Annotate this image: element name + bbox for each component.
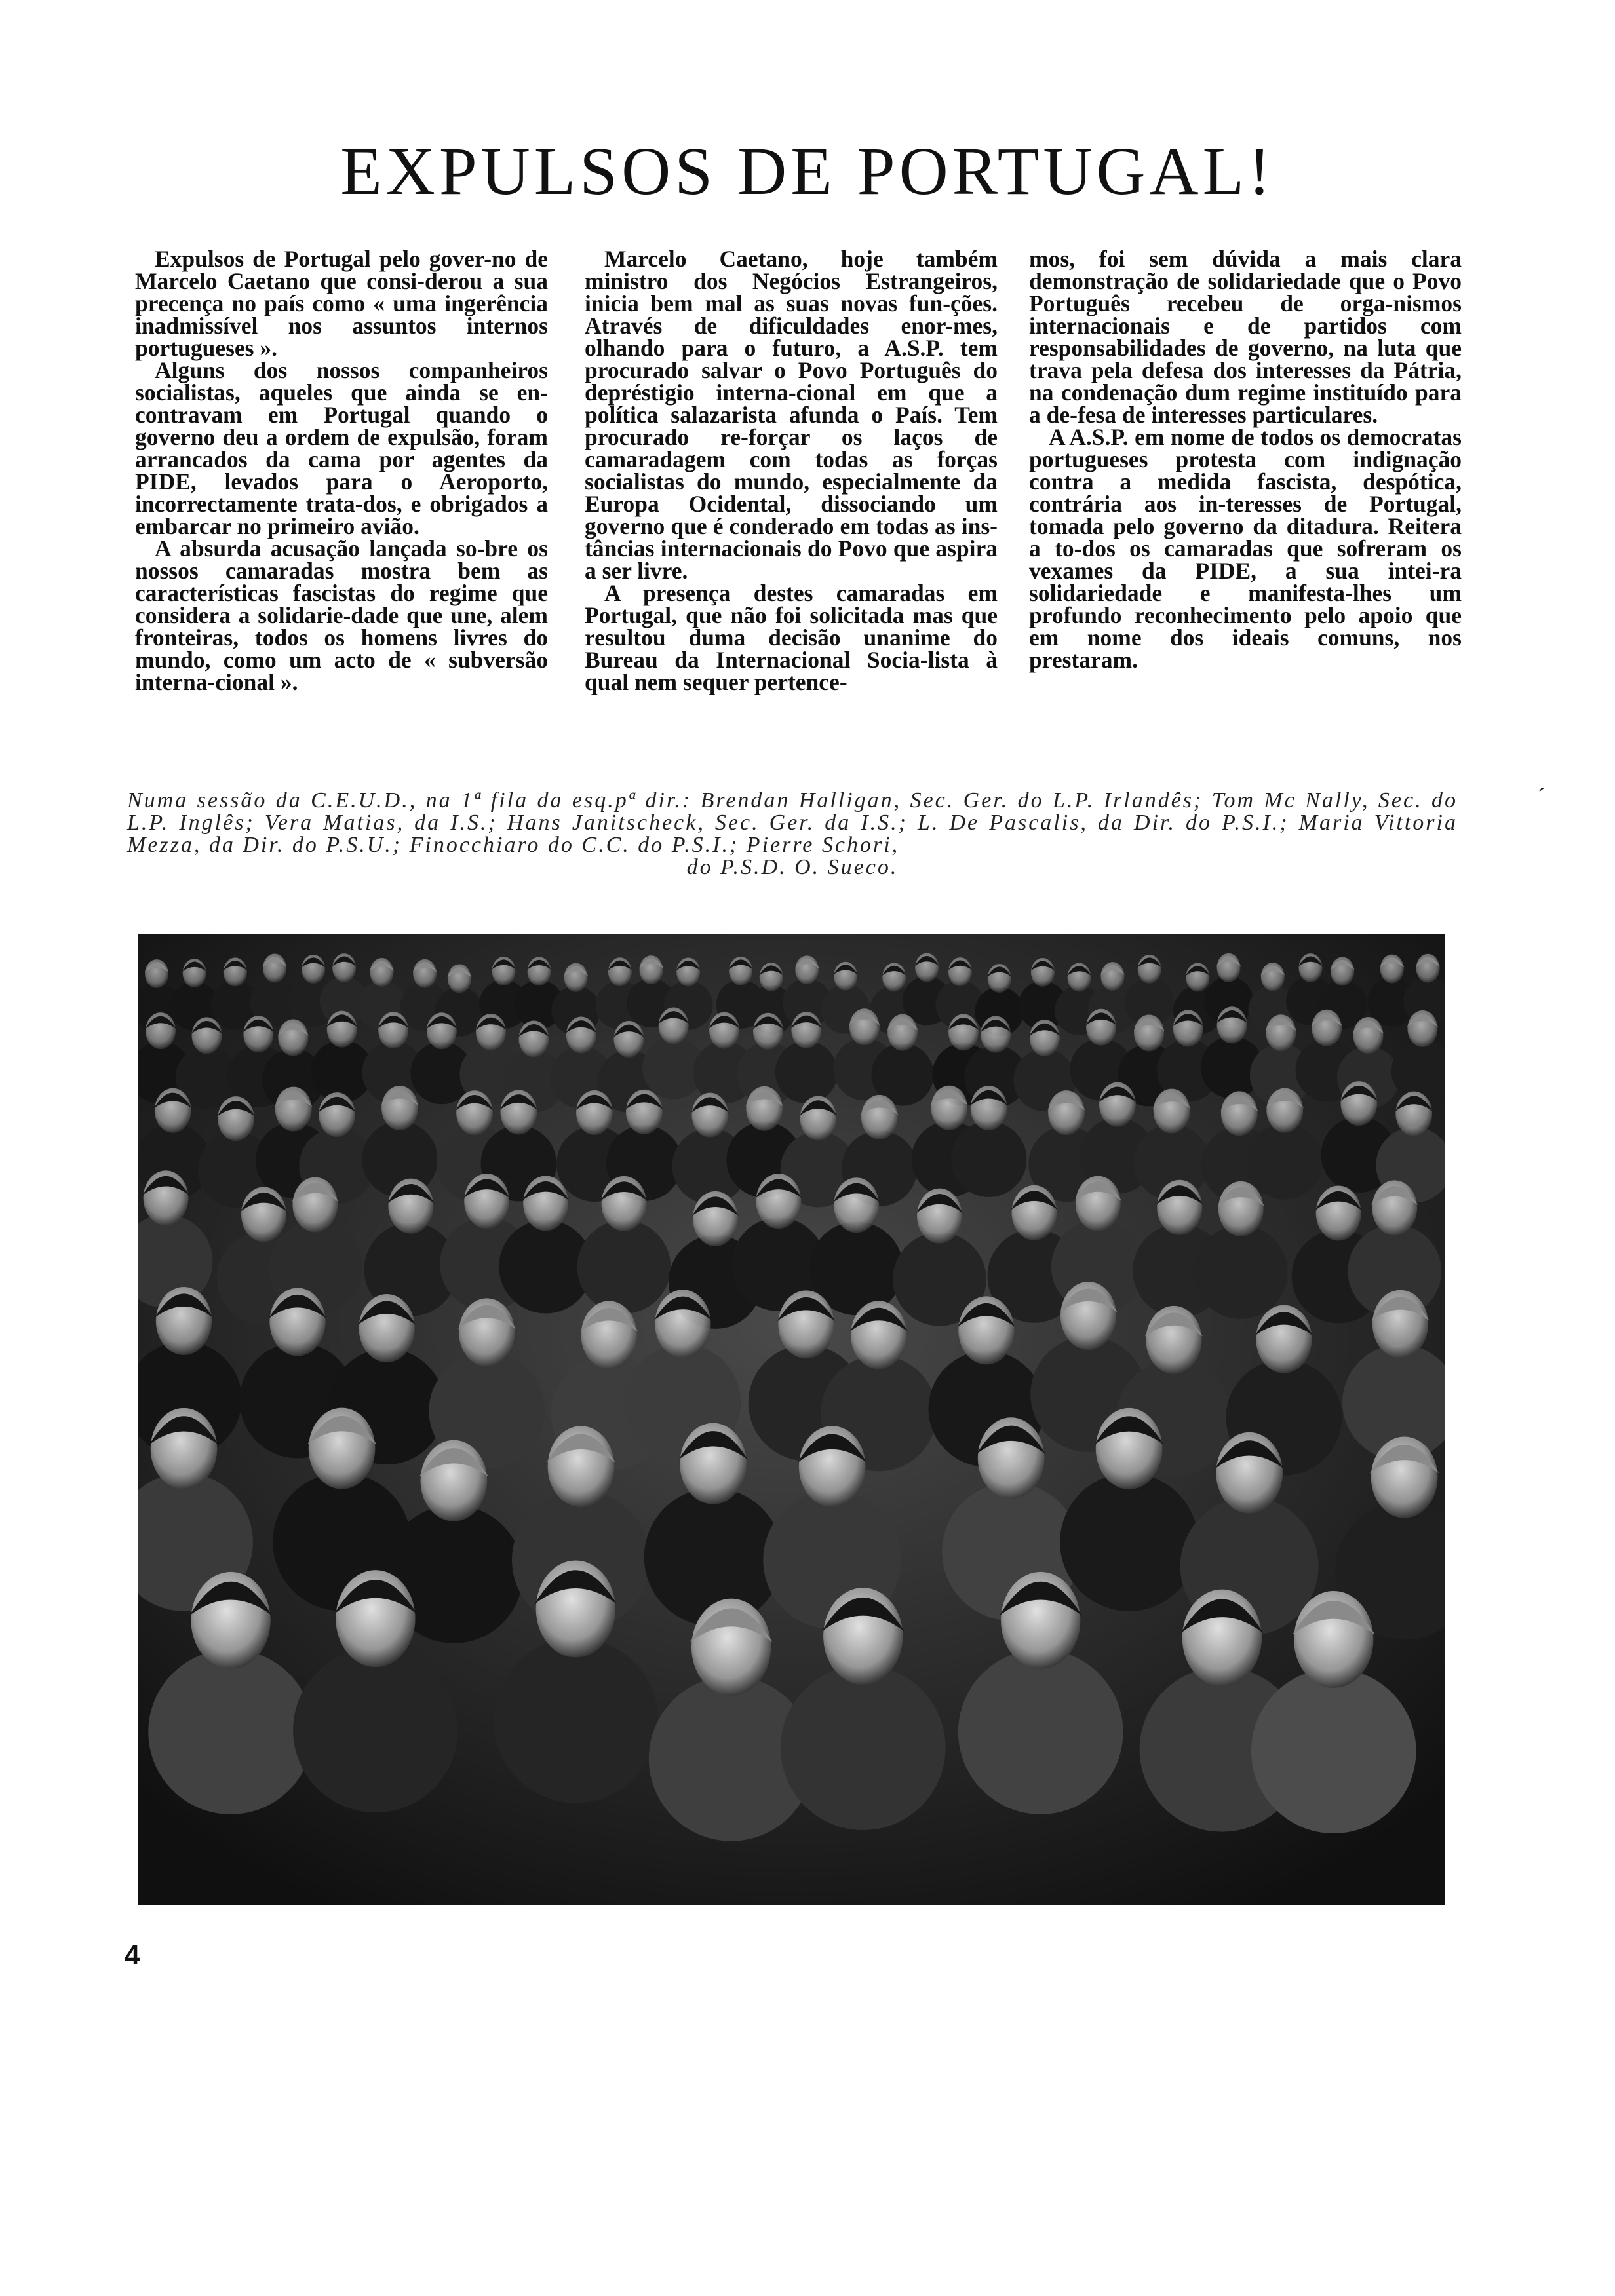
page-number: 4 [125,1940,140,1970]
article-column-2 [585,248,998,693]
photo-caption [127,790,1458,879]
paragraph: Marcelo Caetano, hoje também ministro dos Negócios Estrangeiros, inicia bem mal as suas novas fun-ções. Através de dificuldades enor-mes, olhando para o futuro, a A.S.P. tem procurado salvar o Povo Português do depréstigio interna-cional em que a política salazarista afunda o País. Tem procurado re-forçar os laços de camaradagem com todas as forças socialistas do mundo, especialmente da Europa Ocidental, dissociando um governo que é conderado em todas as ins-tâncias internacionais do Povo que aspira a ser livre. [585,246,998,584]
paragraph: Expulsos de Portugal pelo gover-no de Marcelo Caetano que consi-derou a sua precença no país como « uma ingerência inadmissível nos assuntos internos portugueses ». [135,246,548,361]
crowd-figures [138,953,1445,1841]
article-body [135,248,1466,759]
caption-text-end: do P.S.D. O. Sueco. [686,855,899,879]
paragraph: A presença destes camaradas em Portugal, que não foi solicitada mas que resultou duma decisão unanime do Bureau da Internacional Socia-lista à qual nem sequer pertence- [585,580,998,695]
crowd-photo [138,934,1445,1905]
article-column-3 [1029,248,1462,671]
paragraph: A A.S.P. em nome de todos os democratas portugueses protesta com indignação contra a medida fascista, despótica, contrária aos in-teresses de Portugal, tomada pelo governo da ditadura. Reitera a to-dos os camaradas que sofreram os vexames da PIDE, a sua intei-ra solidariedade e manifesta-lhes um profundo reconhecimento pelo apoio que em nome dos ideais comuns, nos prestaram. [1029,424,1462,673]
paragraph: Alguns dos nossos companheiros socialistas, aqueles que ainda se en-contravam em Portugal quando o governo deu a ordem de expulsão, foram arrancados da cama por agentes da PIDE, levados para o Aeroporto, incorrectamente trata-dos, e obrigados a embarcar no primeiro avião. [135,357,548,539]
paragraph: mos, foi sem dúvida a mais clara demonstração de solidariedade que o Povo Português recebeu de orga-nismos internacionais e de partidos com responsabilidades de governo, na luta que trava pela defesa dos interesses da Pátria, na condenação dum regime instituído para a de-fesa de interesses particulares. [1029,246,1462,428]
paragraph: A absurda acusação lançada so-bre os nossos camaradas mostra bem as características fascistas do regime que considera a solidarie-dade que une, alem fronteiras, todos os homens livres do mundo, como um acto de « subversão interna-cional ». [135,535,548,695]
caption-text: Numa sessão da C.E.U.D., na 1ª fila da esq.pª dir.: Brendan Halligan, Sec. Ger. do L.P. Irlandês; Tom Mc Nally, Sec. do L.P. Inglês; Vera Matias, da I.S.; Hans Janitscheck, Sec. Ger. da I.S.; L. De Pascalis, da Dir. do P.S.I.; Maria Vittoria Mezza, da Dir. do P.S.U.; Finocchiaro do C.C. do P.S.I.; Pierre Schori, [127,788,1458,857]
stray-mark: ´ [1538,784,1546,809]
crowd-photo-image [138,934,1445,1905]
article-column-1 [135,248,548,693]
page-title: EXPULSOS DE PORTUGAL! [340,134,1275,209]
